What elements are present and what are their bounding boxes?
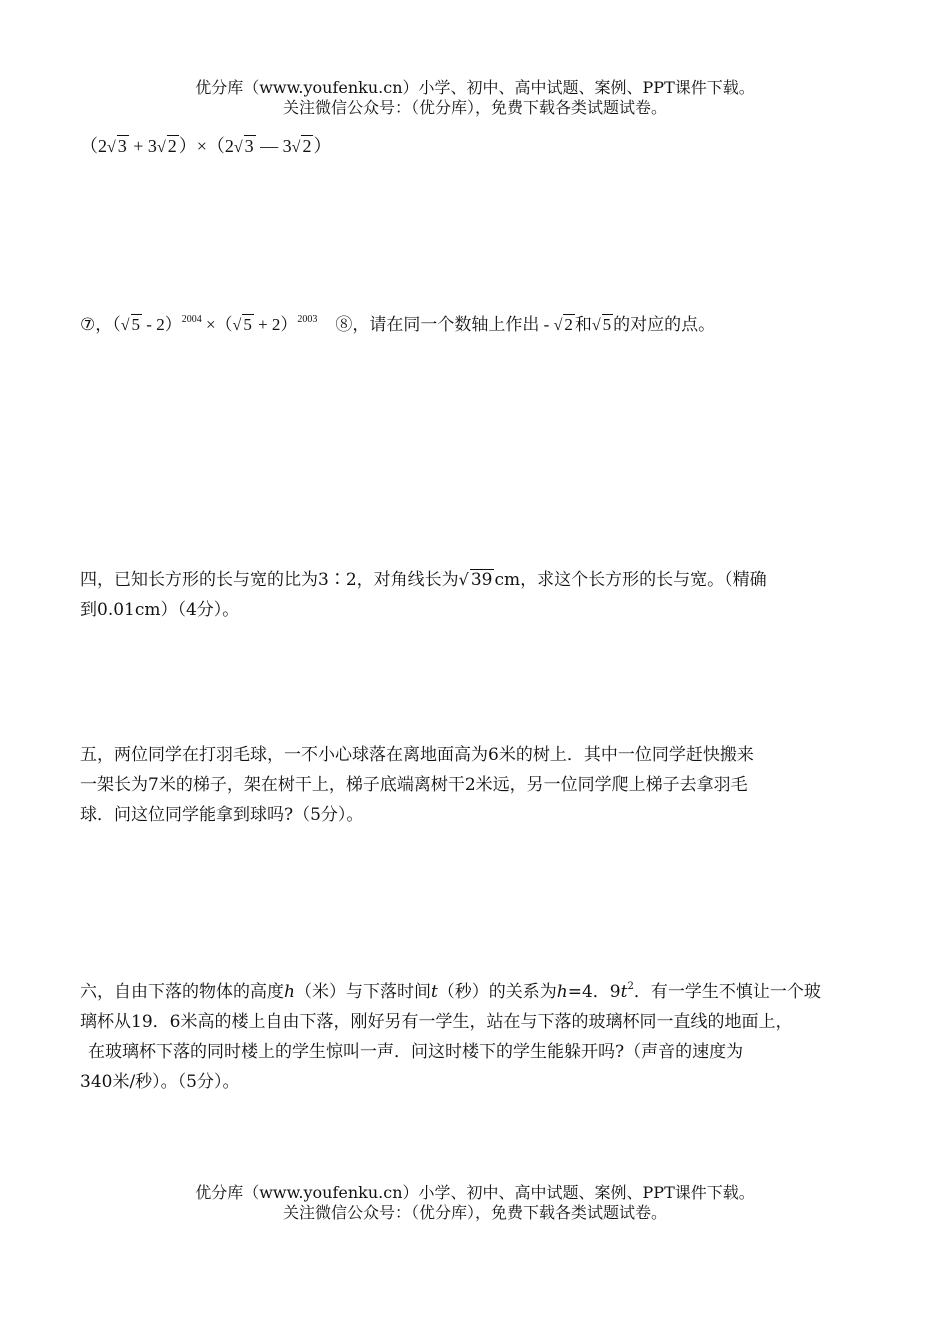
footer-line-2: 关注微信公众号：（优分库），免费下载各类试题试卷。 (282, 1203, 667, 1222)
q4-text: cm，求这个长方形的长与宽。（精确 (494, 570, 767, 590)
q6-line-4: 340米/秒）。（5分）。 (80, 1072, 240, 1092)
exponent: 2004 (181, 314, 202, 325)
item-8-text: ⑧，请在同一个数轴上作出 - (335, 315, 554, 334)
sqrt-sign: √ (120, 317, 130, 334)
sqrt-sign: √ (458, 570, 469, 589)
var-t: t (430, 982, 438, 1002)
item-7-label: ⑦，（ (80, 315, 121, 334)
expr-text: 和 (574, 315, 592, 334)
var-h: h (284, 982, 295, 1002)
q6-text: （秒）的关系为 (437, 982, 557, 1002)
sqrt-sign: √ (156, 139, 166, 156)
expr-text: 的对应的点。 (613, 315, 716, 334)
radicand: 3 (117, 136, 127, 156)
q5-line-1: 五，两位同学在打羽毛球，一不小心球落在离地面高为6米的树上．其中一位同学赶快搬来 (80, 745, 754, 765)
sqrt-sign: √ (107, 139, 116, 156)
expr-text: + 2） (253, 315, 298, 334)
radicand: 39 (470, 570, 493, 590)
question-4 (80, 565, 870, 625)
radicand: 3 (244, 136, 254, 156)
question-5 (80, 740, 870, 830)
radicand: 5 (131, 315, 141, 334)
header-line-1: 优分库（www.youfenku.cn）小学、初中、高中试题、案例、PPT课件下载。 (195, 78, 755, 97)
sqrt-sign: √ (232, 317, 242, 334)
sqrt-sign: √ (291, 139, 301, 156)
q4-line-1 (80, 565, 870, 595)
q6-line-3: 在玻璃杯下落的同时楼上的学生惊叫一声．问这时楼下的学生能躲开吗?（声音的速度为 (88, 1042, 744, 1062)
expr-text: — 3 (255, 136, 292, 156)
q6-text: ．有一学生不慎让一个玻 (633, 982, 821, 1002)
question-6 (80, 972, 870, 1097)
q6-text: =4．9 (567, 982, 621, 1002)
var-t: t (620, 982, 628, 1002)
q4-text: 四，已知长方形的长与宽的比为3∶2，对角线长为 (80, 570, 459, 590)
radicand: 2 (564, 315, 573, 334)
items-7-8 (80, 307, 870, 339)
expr-text: ×（ (201, 315, 233, 334)
expr-text: （2 (80, 136, 107, 156)
page-footer (80, 1183, 870, 1223)
page-header (80, 78, 870, 118)
exponent: 2 (627, 981, 634, 992)
exponent: 2003 (297, 314, 318, 325)
q4-line-2: 到0.01cm）（4分）。 (80, 600, 240, 620)
q5-line-3: 球．问这位同学能拿到球吗?（5分）。 (80, 805, 364, 825)
sqrt-sign: √ (591, 317, 601, 334)
header-line-2: 关注微信公众号：（优分库），免费下载各类试题试卷。 (282, 98, 667, 117)
var-h: h (556, 982, 568, 1002)
radicand: 5 (243, 315, 252, 334)
q6-text: （米）与下落时间 (294, 982, 431, 1002)
expr-text: ）×（2 (178, 136, 234, 156)
footer-line-1: 优分库（www.youfenku.cn）小学、初中、高中试题、案例、PPT课件下载。 (195, 1183, 755, 1202)
radicand: 2 (302, 136, 312, 156)
radicand: 5 (602, 315, 612, 334)
expr-text: - 2） (142, 315, 182, 334)
sqrt-sign: √ (233, 139, 243, 156)
expr-text: + 3 (128, 136, 157, 156)
q6-line-2: 璃杯从19．6米高的楼上自由下落，刚好另有一学生，站在与下落的玻璃杯同一直线的地面上， (80, 1012, 793, 1032)
radicand: 2 (167, 136, 177, 156)
q5-line-2: 一架长为7米的梯子，架在树干上，梯子底端离树干2米远，另一位同学爬上梯子去拿羽毛 (80, 775, 748, 795)
expr-text: ） (313, 136, 332, 156)
q6-text: 六，自由下落的物体的高度 (80, 982, 284, 1002)
sqrt-sign: √ (553, 317, 563, 334)
q6-line-1 (80, 972, 870, 1007)
expression-6 (80, 133, 870, 161)
